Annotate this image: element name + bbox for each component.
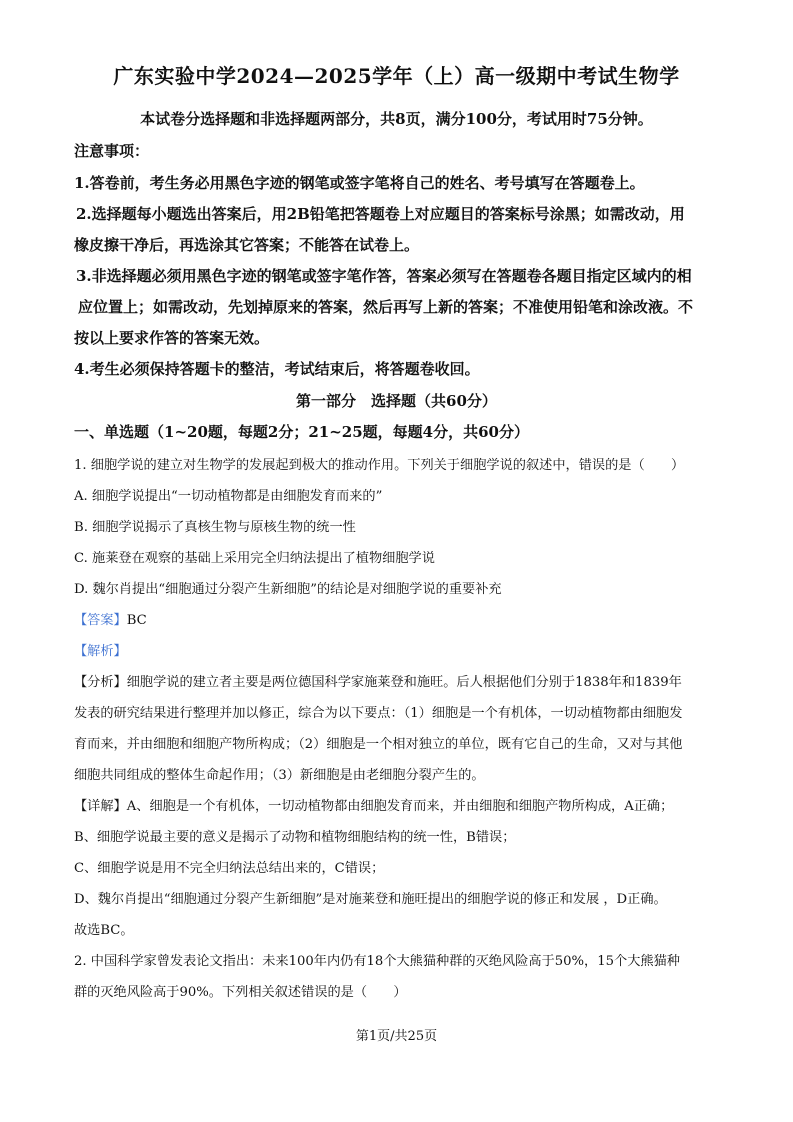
page-title: 广东实验中学2024—2025学年（上）高一级期中考试生物学 <box>113 64 680 88</box>
notice-heading: 注意事项： <box>74 142 150 160</box>
notice-line-6: 按以上要求作答的答案无效。 <box>74 329 270 347</box>
notice-line-7: 4.考生必须保持答题卡的整洁，考试结束后，将答题卷收回。 <box>74 360 480 378</box>
section-title: 一、单选题（1~20题，每题2分；21~25题，每题4分，共60分） <box>74 423 529 441</box>
notice-line-3: 橡皮擦干净后，再选涂其它答案；不能答在试卷上。 <box>74 236 420 254</box>
analysis-line-1: 【分析】细胞学说的建立者主要是两位德国科学家施莱登和施旺。后人根据他们分别于1838年和1839年 <box>74 675 682 690</box>
analysis-label: 【解析】 <box>74 644 127 659</box>
notice-line-1: 1.答卷前，考生务必用黑色字迹的钢笔或签字笔将自己的姓名、考号填写在答题卷上。 <box>74 174 645 192</box>
part-title: 第一部分 选择题（共60分） <box>296 392 497 410</box>
q1-answer <box>74 609 147 628</box>
q1-option-b: B. 细胞学说揭示了真核生物与原核生物的统一性 <box>74 520 356 535</box>
page-footer: 第1页/共25页 <box>355 1029 438 1044</box>
detail-line-3: C、细胞学说是用不完全归纳法总结出来的，C错误； <box>74 861 385 876</box>
q2-stem-line-2: 群的灭绝风险高于90%。下列相关叙述错误的是（ ） <box>74 985 407 1000</box>
analysis-line-4: 细胞共同组成的整体生命起作用；（3）新细胞是由老细胞分裂产生的。 <box>74 768 485 783</box>
q2-stem-line-1: 2. 中国科学家曾发表论文指出：未来100年内仍有18个大熊猫种群的灭绝风险高于50%，15个大熊猫种 <box>74 954 680 969</box>
q1-option-c: C. 施莱登在观察的基础上采用完全归纳法提出了植物细胞学说 <box>74 551 435 566</box>
answer-label: 【答案】 <box>74 613 127 628</box>
q1-option-a: A. 细胞学说提出“一切动植物都是由细胞发育而来的” <box>74 489 383 504</box>
q1-stem: 1. 细胞学说的建立对生物学的发展起到极大的推动作用。下列关于细胞学说的叙述中，错误的是（ ） <box>74 458 685 473</box>
detail-line-4: D、魏尔肖提出“细胞通过分裂产生新细胞”是对施莱登和施旺提出的细胞学说的修正和发展 ，D正确。 <box>74 892 667 907</box>
detail-line-1: 【详解】A、细胞是一个有机体，一切动植物都由细胞发育而来，并由细胞和细胞产物所构成，A正确； <box>74 799 674 814</box>
q1-option-d: D. 魏尔肖提出“细胞通过分裂产生新细胞”的结论是对细胞学说的重要补充 <box>74 582 502 597</box>
notice-line-5: 应位置上；如需改动，先划掉原来的答案，然后再写上新的答案；不准使用铅笔和涂改液。不 <box>78 298 694 316</box>
notice-line-4: 3.非选择题必须用黑色字迹的钢笔或签字笔作答，答案必须写在答题卷各题目指定区域内的相 <box>76 267 692 285</box>
analysis-line-3: 育而来，并由细胞和细胞产物所构成；（2）细胞是一个相对独立的单位，既有它自己的生命，又对与其他 <box>74 737 683 752</box>
answer-value: BC <box>126 613 147 628</box>
notice-line-2: 2.选择题每小题选出答案后，用2B铅笔把答题卷上对应题目的答案标号涂黑；如需改动，用 <box>76 205 685 223</box>
exam-subtitle: 本试卷分选择题和非选择题两部分，共8页，满分100分，考试用时75分钟。 <box>140 110 653 128</box>
analysis-line-2: 发表的研究结果进行整理并加以修正，综合为以下要点：（1）细胞是一个有机体，一切动植物都由细胞发 <box>74 706 683 721</box>
detail-line-5: 故选BC。 <box>74 923 134 938</box>
detail-line-2: B、细胞学说最主要的意义是揭示了动物和植物细胞结构的统一性，B错误； <box>74 830 516 845</box>
